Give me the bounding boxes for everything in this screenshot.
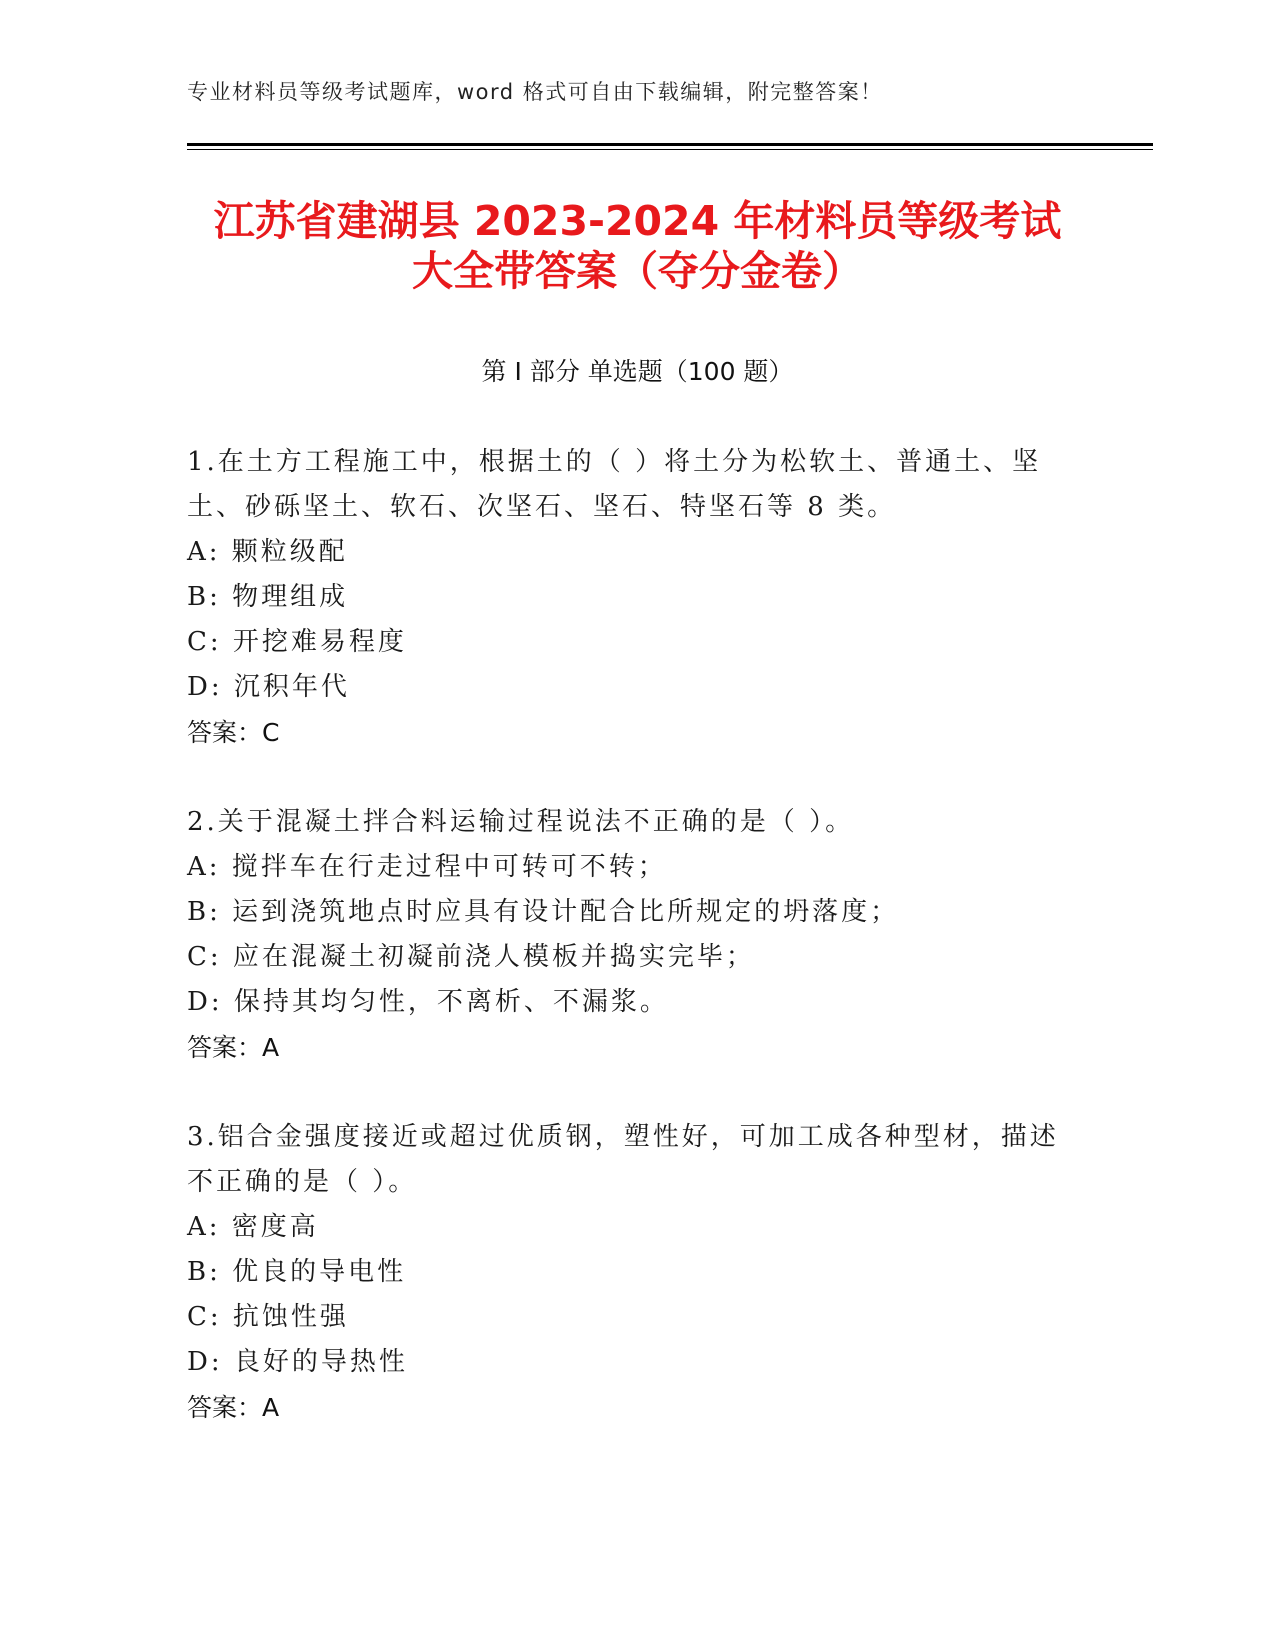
title-line-1: 江苏省建湖县 2023-2024 年材料员等级考试 bbox=[213, 197, 1062, 245]
question-3 bbox=[187, 1115, 1087, 1431]
question-1 bbox=[187, 440, 1087, 756]
option-b: B: 优良的导电性 bbox=[187, 1257, 407, 1287]
section-title: 第 I 部分 单选题（100 题） bbox=[481, 357, 794, 386]
document-title bbox=[150, 196, 1125, 296]
header-rule-thin bbox=[187, 149, 1153, 150]
option-c: C: 应在混凝土初凝前浇人模板并捣实完毕； bbox=[187, 942, 755, 972]
header-note: 专业材料员等级考试题库，word 格式可自由下载编辑，附完整答案！ bbox=[187, 80, 883, 104]
option-a: A: 搅拌车在行走过程中可转可不转； bbox=[187, 852, 667, 882]
question-list bbox=[187, 440, 1087, 1475]
option-c: C: 开挖难易程度 bbox=[187, 627, 407, 657]
question-stem: 2.关于混凝土拌合料运输过程说法不正确的是（ ）。 bbox=[187, 807, 855, 837]
option-a: A: 颗粒级配 bbox=[187, 537, 348, 567]
answer: 答案：A bbox=[187, 1393, 280, 1422]
option-b: B: 物理组成 bbox=[187, 582, 349, 612]
header-rule-thick bbox=[187, 143, 1153, 146]
option-a: A: 密度高 bbox=[187, 1212, 319, 1242]
option-d: D: 保持其均匀性，不离析、不漏浆。 bbox=[187, 987, 669, 1017]
question-stem: 1.在土方工程施工中，根据土的（ ）将土分为松软土、普通土、坚土、砂砾坚土、软石、次坚石、坚石、特坚石等 8 类。 bbox=[187, 447, 1042, 522]
option-c: C: 抗蚀性强 bbox=[187, 1302, 349, 1332]
option-d: D: 沉积年代 bbox=[187, 672, 350, 702]
answer: 答案：C bbox=[187, 718, 280, 747]
title-line-2: 大全带答案（夺分金卷） bbox=[412, 247, 863, 295]
question-stem: 3.铝合金强度接近或超过优质钢，塑性好，可加工成各种型材，描述不正确的是（ ）。 bbox=[187, 1122, 1059, 1197]
option-b: B: 运到浇筑地点时应具有设计配合比所规定的坍落度； bbox=[187, 897, 900, 927]
answer: 答案：A bbox=[187, 1033, 280, 1062]
question-2 bbox=[187, 800, 1087, 1071]
option-d: D: 良好的导热性 bbox=[187, 1347, 408, 1377]
